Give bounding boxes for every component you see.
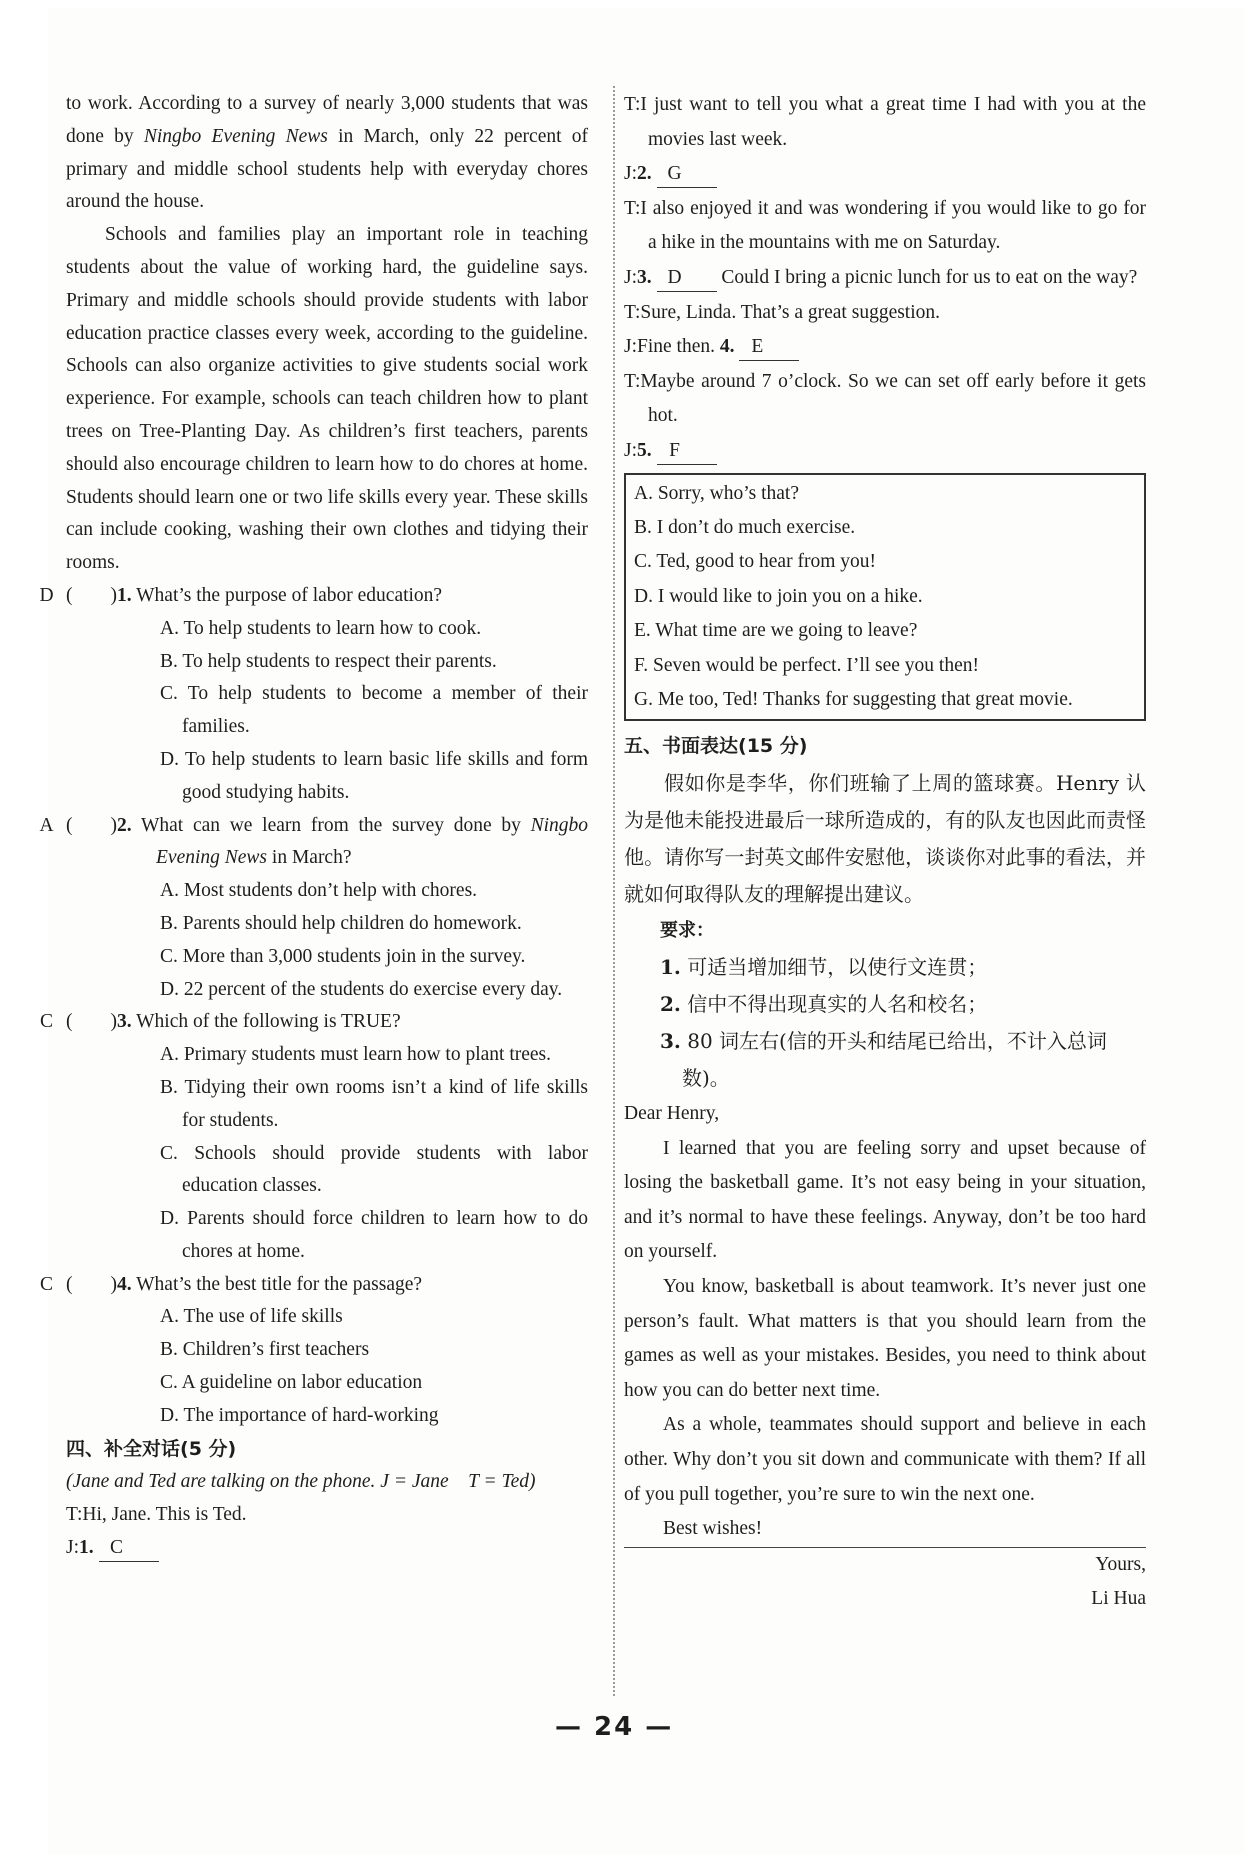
right-column xyxy=(624,88,1146,1617)
passage-paragraph-1: to work. According to a survey of nearly 3,000 students that was done by Ningbo Evening News in March, only 22 percent of primary and middle school students help with everyday chores around the house. xyxy=(66,93,588,213)
requirement-item: 3. 80 词左右(信的开头和结尾已给出，不计入总词数)。 xyxy=(660,1028,1107,1090)
option: A. The use of life skills xyxy=(160,1306,343,1328)
option: D. 22 percent of the students do exercise every day. xyxy=(160,978,563,1000)
dialogue-line: J:3. D Could I bring a picnic lunch for us to eat on the way? xyxy=(624,261,1146,296)
letter xyxy=(624,1097,1146,1617)
option: D. The importance of hard-working xyxy=(160,1404,439,1426)
dialogue-option: C. Ted, good to hear from you! xyxy=(634,551,876,573)
option: B. Tidying their own rooms isn’t a kind of life skills for students. xyxy=(160,1076,588,1131)
section-4-heading: 四、补全对话(5 分) xyxy=(66,1437,237,1460)
option: B. To help students to respect their parents. xyxy=(160,650,497,672)
requirement-item: 1. 可适当增加细节，以使行文连贯； xyxy=(660,954,988,979)
requirements-title: 要求： xyxy=(660,919,714,941)
option: D. To help students to learn basic life skills and form good studying habits. xyxy=(160,748,588,803)
answer-2: A xyxy=(39,814,54,836)
dialogue-option: G. Me too, Ted! Thanks for suggesting that great movie. xyxy=(634,688,1073,710)
dialogue-option: D. I would like to join you on a hike. xyxy=(634,585,923,607)
option: B. Parents should help children do homework. xyxy=(160,912,522,934)
dialogue-line: J:1. C xyxy=(66,1532,588,1565)
option: C. Schools should provide students with labor education classes. xyxy=(160,1142,588,1197)
letter-paragraph: You know, basketball is about teamwork. It’s never just one person’s fault. What matters is that you should learn from the games as well as your mistakes. Besides, you need to think about how you can do better next time. xyxy=(624,1275,1146,1401)
answer-4: C xyxy=(39,1273,53,1295)
option: C. To help students to become a member of their families. xyxy=(160,683,588,738)
option: A. To help students to learn how to cook. xyxy=(160,617,482,639)
dialogue-line: T:I just want to tell you what a great time I had with you at the movies last week. xyxy=(624,94,1146,150)
requirement-item: 2. 信中不得出现真实的人名和校名； xyxy=(660,991,988,1016)
letter-closing: Best wishes! xyxy=(624,1512,1146,1548)
dialogue-options-box xyxy=(624,473,1146,722)
option: A. Primary students must learn how to plant trees. xyxy=(160,1044,552,1066)
option: C. More than 3,000 students join in the survey. xyxy=(160,945,526,967)
question-1: (D )1. What’s the purpose of labor education? A. To help students to learn how to cook. B. To help students to respect their parents. C. To help students to become a member of their families. D. To help students to learn basic life skills and form good studying habits. xyxy=(66,580,588,810)
question-4: (C )4. What’s the best title for the passage? A. The use of life skills B. Children’s first teachers C. A guideline on labor education D. The importance of hard-working xyxy=(66,1269,588,1433)
question-3: (C )3. Which of the following is TRUE? A. Primary students must learn how to plant trees. B. Tidying their own rooms isn’t a kind of life skills for students. C. Schools should provide students with labor education classes. D. Parents should force children to learn how to do chores at home. xyxy=(66,1006,588,1268)
dialogue-line: T:I also enjoyed it and was wondering if you would like to go for a hike in the mountains with me on Saturday. xyxy=(624,197,1146,254)
blank-answer-2: G xyxy=(657,161,717,188)
passage-paragraph-2: Schools and families play an important role in teaching students about the value of working hard, the guideline says. Primary and middle schools should provide students with labor education practice classes every week, according to the guideline. Schools can also organize activities to give students social work experience. For example, schools can teach children how to plant trees on Tree-Planting Day. As children’s first teachers, parents should also encourage children to learn how to do chores at home. Students should learn one or two life skills every year. These skills can include cooking, washing their own clothes and tidying their rooms. xyxy=(66,224,588,574)
dialogue-line: T:Sure, Linda. That’s a great suggestion. xyxy=(624,301,941,323)
left-column xyxy=(39,88,588,1565)
answer-3: C xyxy=(39,1011,53,1033)
letter-paragraph: As a whole, teammates should support and believe in each other. Why don’t you sit down and communicate with them? If all of you pull together, you’re sure to win the next one. xyxy=(624,1414,1146,1505)
option: C. A guideline on labor education xyxy=(160,1372,423,1394)
dialogue-line: T:Hi, Jane. This is Ted. xyxy=(66,1504,247,1526)
blank-answer-4: E xyxy=(739,334,799,361)
question-2: (A )2. What can we learn from the survey done by Ningbo Evening News in March? A. Most students don’t help with chores. B. Parents should help children do homework. C. More than 3,000 students join in the survey. D. 22 percent of the students do exercise every day. xyxy=(66,810,588,1007)
answer-1: D xyxy=(39,584,54,606)
dialogue-line: T:Maybe around 7 o’clock. So we can set off early before it gets hot. xyxy=(624,370,1146,427)
section-5-heading: 五、书面表达(15 分) xyxy=(624,735,808,758)
dialogue-line: J:5. F xyxy=(624,434,1146,469)
letter-yours: Yours, xyxy=(1095,1553,1146,1575)
dialogue-line: J:2. G xyxy=(624,157,1146,192)
dialogue-option: B. I don’t do much exercise. xyxy=(634,516,856,538)
page-number: — 24 — xyxy=(555,1712,674,1742)
dialogue-option: F. Seven would be perfect. I’ll see you then! xyxy=(634,654,980,676)
letter-greeting: Dear Henry, xyxy=(624,1102,720,1124)
option: B. Children’s first teachers xyxy=(160,1339,370,1361)
option: D. Parents should force children to learn how to do chores at home. xyxy=(160,1208,588,1262)
blank-answer-5: F xyxy=(657,438,717,465)
letter-paragraph: I learned that you are feeling sorry and upset because of losing the basketball game. It’s not easy being in your situation, and it’s normal to have these feelings. Anyway, don’t be too hard on yourself. xyxy=(624,1137,1146,1263)
blank-answer-1: C xyxy=(99,1535,159,1562)
dialogue-line: J:Fine then. 4. E xyxy=(624,330,1146,365)
blank-answer-3: D xyxy=(657,265,717,292)
writing-prompt: 假如你是李华，你们班输了上周的篮球赛。Henry 认为是他未能投进最后一球所造成的，有的队友也因此而责怪他。请你写一封英文邮件安慰他，谈谈你对此事的看法，并就如何取得队友的理解提出建议。 xyxy=(624,770,1146,906)
dialogue-option: E. What time are we going to leave? xyxy=(634,620,918,642)
option: A. Most students don’t help with chores. xyxy=(160,880,478,902)
dialogue-intro: (Jane and Ted are talking on the phone. J = Jane T = Ted) xyxy=(66,1471,536,1493)
column-divider xyxy=(613,86,615,1696)
letter-signature: Li Hua xyxy=(1091,1588,1146,1610)
dialogue-option: A. Sorry, who’s that? xyxy=(634,482,800,504)
